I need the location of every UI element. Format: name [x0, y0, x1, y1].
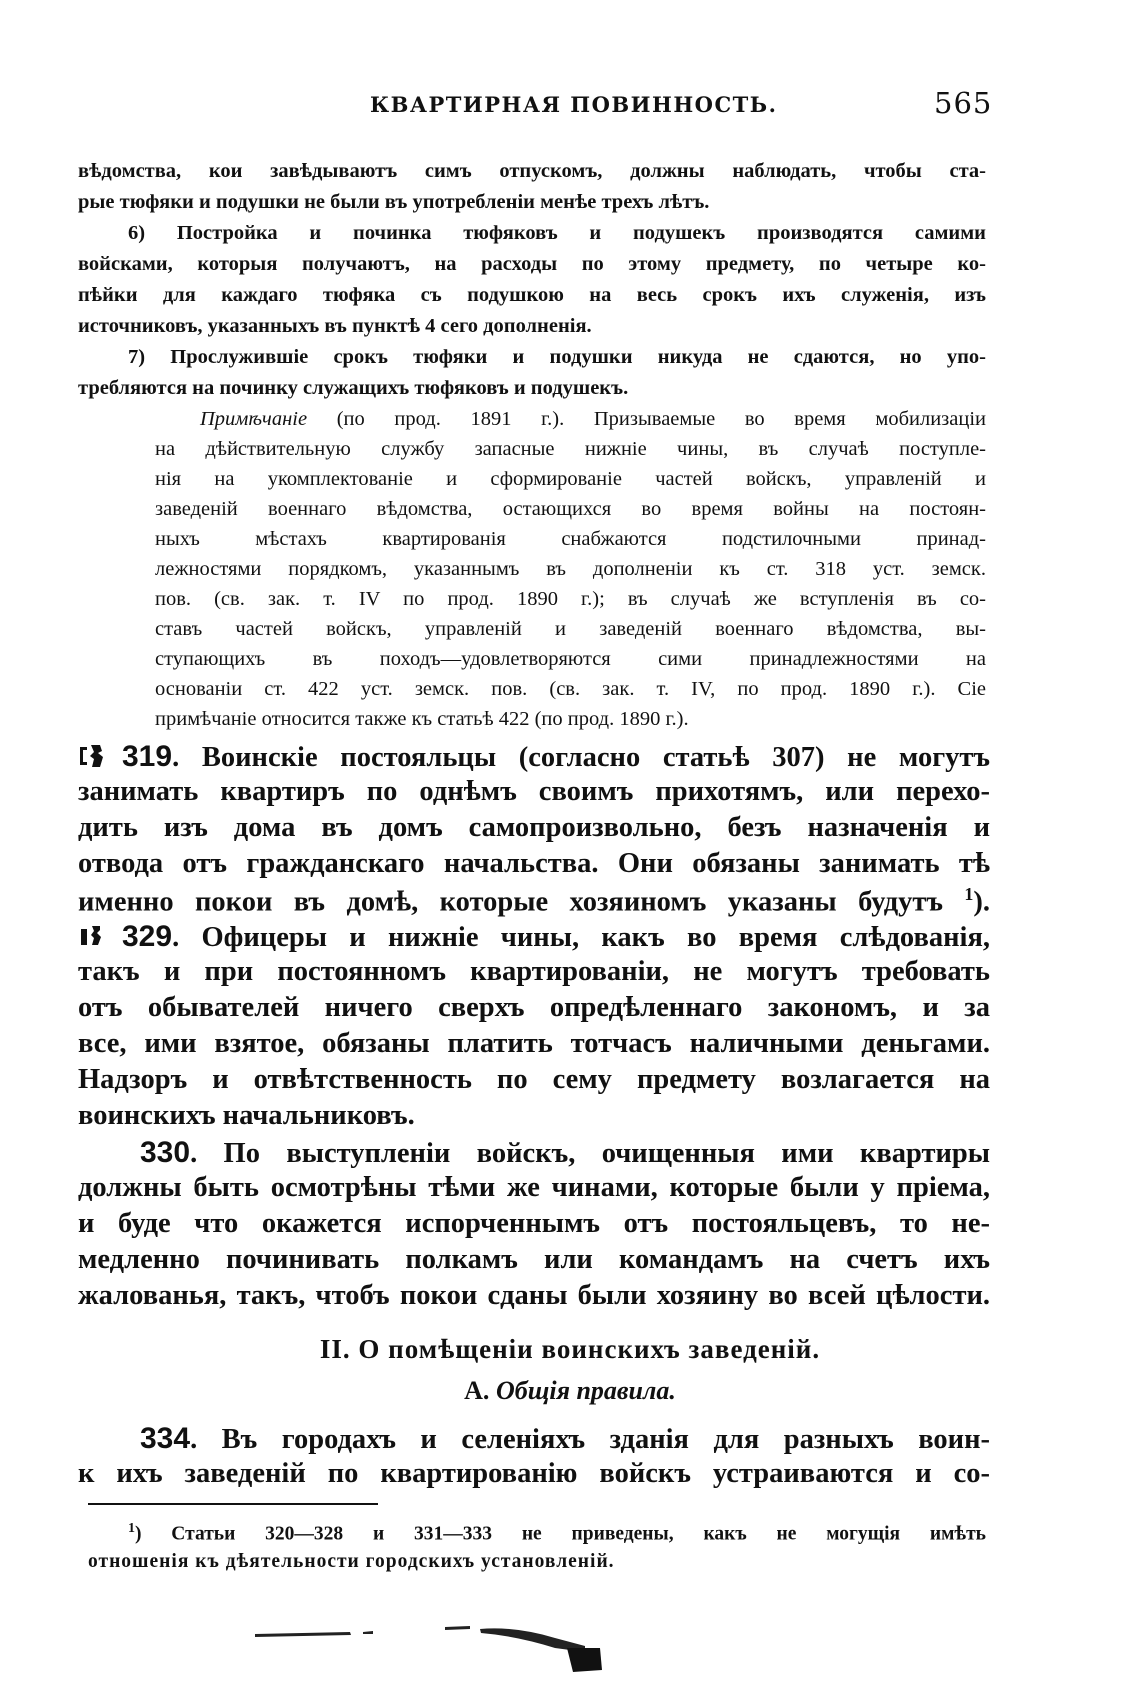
article-number: 334	[140, 1422, 191, 1455]
note-line: ставъ частей войскъ, управленій и заведеній военнаго вѣдомства, вы-	[155, 618, 986, 640]
text-line: вѣдомства, кои завѣдываютъ симъ отпускомъ, должны наблюдать, чтобы ста-	[78, 160, 986, 182]
note-line: основаніи ст. 422 уст. земск. пов. (св. зак. т. IV, по прод. 1890 г.). Сіе	[155, 678, 986, 700]
text-line: источниковъ, указанныхъ въ пунктѣ 4 сего дополненія.	[78, 315, 592, 337]
footnote-line: $^1$) Статьи 320—328 и 331—333 не приведены, какъ не могущія имѣть	[128, 1521, 986, 1545]
text-line: медленно починивать полкамъ или командамъ на счетъ ихъ	[78, 1244, 990, 1275]
article-number: 329	[122, 920, 173, 953]
note-line: нія на укомплектованіе и сформированіе частей войскъ, управленій и	[155, 468, 986, 490]
article-number: 319	[122, 740, 173, 773]
text-line: занимать квартиръ по однѣмъ своимъ прихотямъ, или перехо-	[78, 776, 990, 807]
text-line-with-footnote-ref: именно покои въ домѣ, которые хозяиномъ указаны будутъ $^1$).	[78, 884, 991, 918]
scan-smudge-mark	[255, 1612, 675, 1692]
text-line: войсками, которыя получаютъ, на расходы по этому предмету, по четыре ко-	[78, 253, 986, 275]
note-line: пов. (св. зак. т. IV по прод. 1890 г.); въ случаѣ же вступленія въ со-	[155, 588, 986, 610]
article-number: 330	[140, 1136, 191, 1169]
text-line: пѣйки для каждаго тюфяка съ подушкою на весь срокъ ихъ служенія, изъ	[78, 284, 986, 306]
note-line: заведеній военнаго вѣдомства, остающихся во время войны на постоян-	[155, 498, 986, 520]
text-line: отвода отъ гражданскаго начальства. Они обязаны занимать тѣ	[78, 848, 990, 879]
text-line: к ихъ заведеній по квартированію войскъ устраиваются и со-	[78, 1458, 990, 1489]
text-line: должны быть осмотрѣны тѣми же чинами, которые были у пріема,	[78, 1172, 990, 1203]
note-label: Примѣчаніе	[200, 408, 308, 430]
text-line: такъ и при постоянномъ квартированіи, не могутъ требовать	[78, 956, 990, 987]
running-head: КВАРТИРНАЯ ПОВИННОСТЬ.	[370, 92, 778, 117]
text-line: жалованья, такъ, чтобъ покои сданы были хозяину во всей цѣлости.	[78, 1280, 990, 1311]
note-line: примѣчаніе относится также къ статьѣ 422 (по прод. 1890 г.).	[155, 708, 689, 730]
note-line: ныхъ мѣстахъ квартированія снабжаются подстилочными принад-	[155, 528, 986, 550]
page-number: 565	[934, 86, 993, 120]
text-line: дить изъ дома въ домъ самопроизвольно, безъ назначенія и	[78, 812, 990, 843]
text-line: 6) Постройка и починка тюфяковъ и подушекъ производятся самими	[128, 222, 986, 244]
text-line: воинскихъ начальниковъ.	[78, 1100, 415, 1131]
text-line: все, ими взятое, обязаны платить тотчасъ наличными деньгами.	[78, 1028, 990, 1059]
note-first-line: Примѣчаніе (по прод. 1891 г.). Призываемые во время мобилизаціи	[200, 408, 987, 430]
article-334-first-line: 334. Въ городахъ и селеніяхъ зданія для разныхъ воин-	[140, 1422, 990, 1455]
note-line: ступающихъ въ походъ—удовлетворяются сими принадлежностями на	[155, 648, 986, 670]
text-line: 7) Прослужившіе срокъ тюфяки и подушки никуда не сдаются, но упо-	[128, 346, 986, 368]
article-330-first-line: 330. По выступленіи войскъ, очищенныя ими квартиры	[140, 1136, 990, 1169]
text-line: требляются на починку служащихъ тюфяковъ и подушекъ.	[78, 377, 629, 399]
margin-mark-icon	[78, 743, 114, 769]
footnote-rule	[88, 1503, 378, 1505]
note-line: на дѣйствительную службу запасные нижніе чины, въ случаѣ поступле-	[155, 438, 986, 460]
footnote-ref: 1	[964, 884, 974, 904]
subsection-heading: А. Общія правила.	[464, 1376, 676, 1405]
text-line: и буде что окажется испорченнымъ отъ постояльцевъ, то не-	[78, 1208, 990, 1239]
footnote-line: отношенія къ дѣятельности городскихъ установленій.	[88, 1551, 615, 1572]
section-heading: II. О помѣщеніи воинскихъ заведеній.	[319, 1334, 821, 1364]
margin-mark-icon	[78, 923, 114, 949]
text-line: рые тюфяки и подушки не были въ употребленіи менѣе трехъ лѣтъ.	[78, 191, 710, 213]
text-line: Надзоръ и отвѣтственность по сему предмету возлагается на	[78, 1064, 990, 1095]
note-line: лежностями порядкомъ, указаннымъ въ дополненіи къ ст. 318 уст. земск.	[155, 558, 986, 580]
article-319-first-line: 319. Воинскіе постояльцы (согласно статьѣ 307) не могутъ	[78, 740, 990, 774]
article-329-first-line: 329. Офицеры и нижніе чины, какъ во время слѣдованія,	[78, 920, 990, 954]
text-line: отъ обывателей ничего сверхъ опредѣленнаго закономъ, и за	[78, 992, 990, 1023]
